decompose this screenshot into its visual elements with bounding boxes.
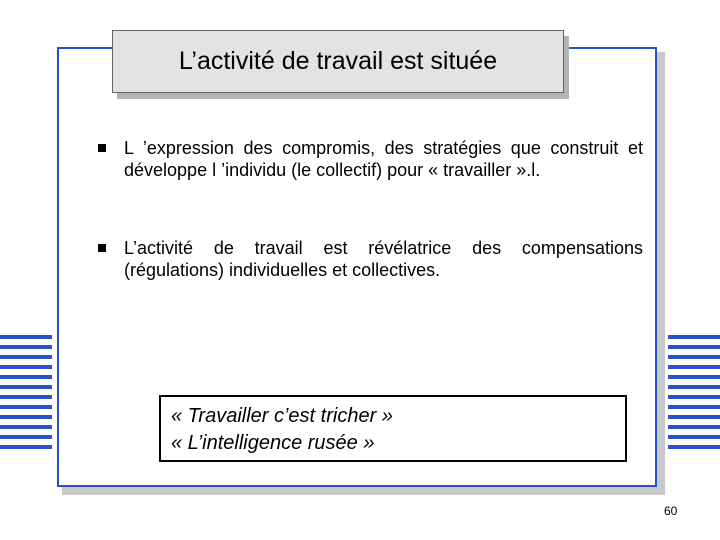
left-stripe-decoration	[0, 335, 52, 453]
bullet-item	[98, 237, 643, 281]
bullet-item	[98, 137, 643, 181]
quote-box	[159, 395, 627, 462]
bullet-text: L’activité de travail est révélatrice des compensations (régulations) individuelles et collectives.	[124, 238, 643, 280]
bullet-text: L ’expression des compromis, des stratégies que construit et développe l ’individu (le collectif) pour « travailler ».l.	[124, 138, 643, 180]
page-number: 60	[664, 504, 678, 518]
right-stripe-decoration	[668, 335, 720, 453]
quote-line: « L’intelligence rusée »	[171, 432, 375, 454]
square-bullet-icon	[98, 144, 106, 152]
slide-title: L’activité de travail est située	[112, 30, 564, 93]
quote-line: « Travailler c’est tricher »	[171, 405, 393, 427]
square-bullet-icon	[98, 244, 106, 252]
